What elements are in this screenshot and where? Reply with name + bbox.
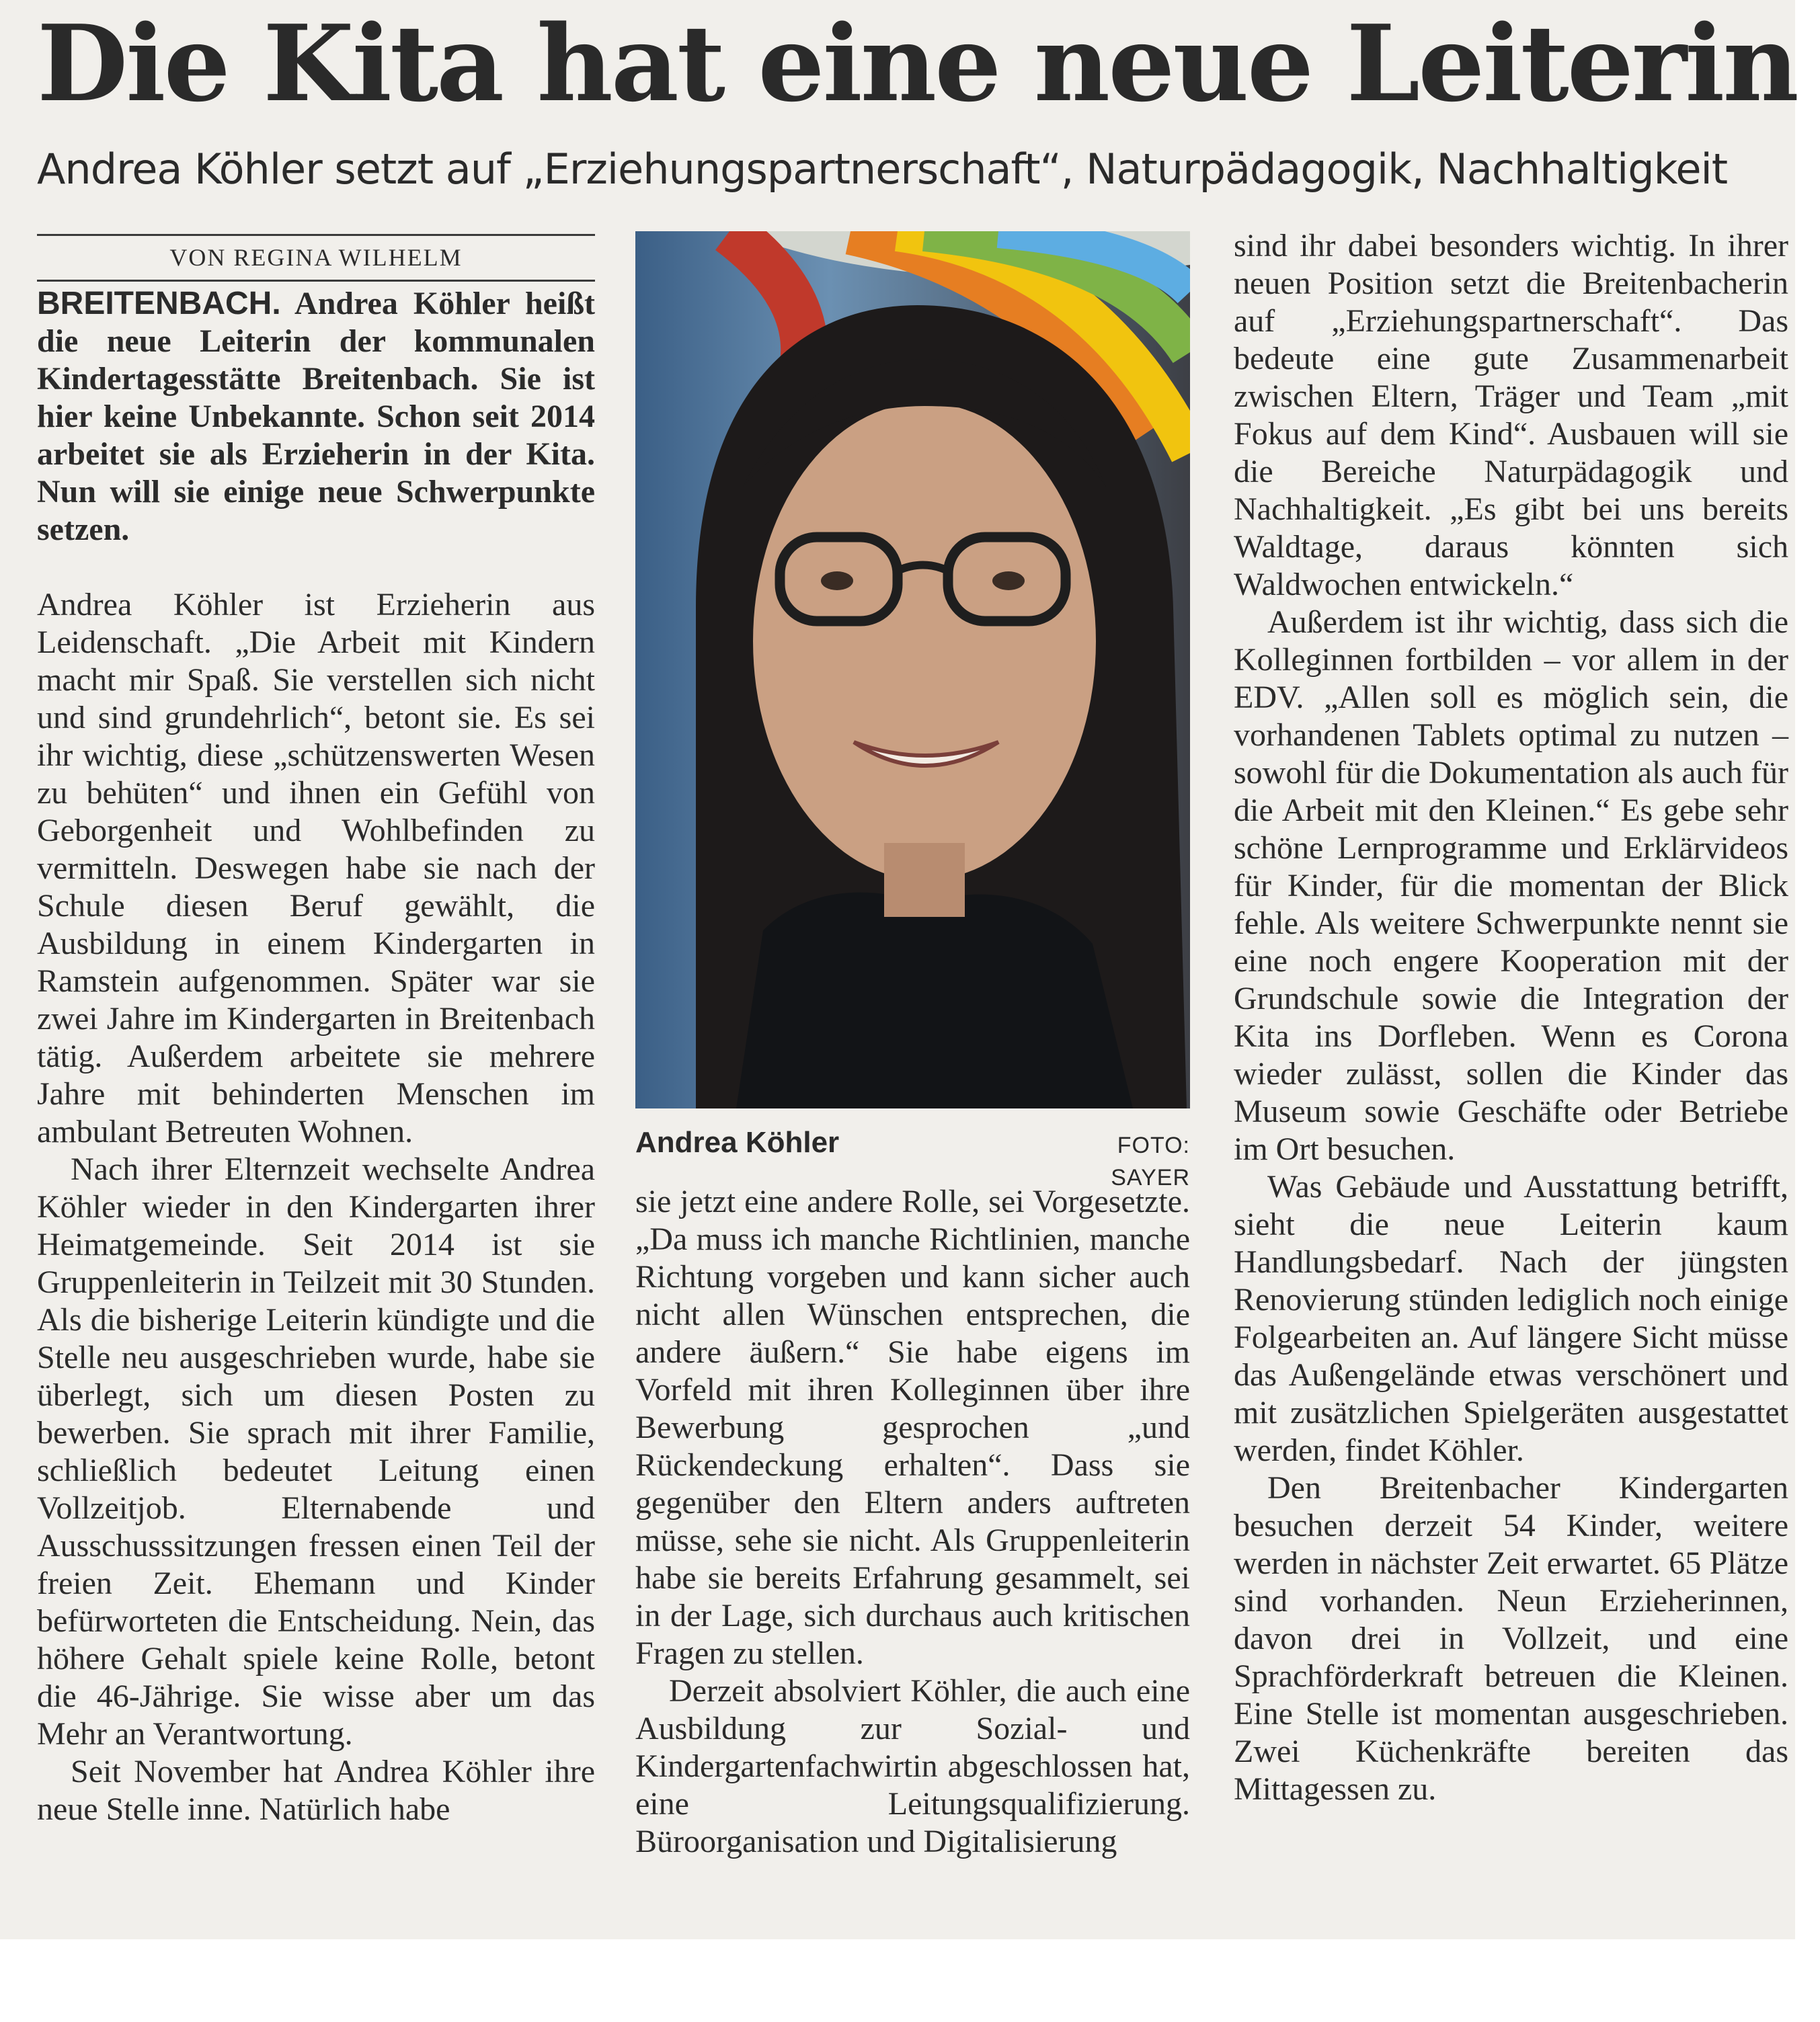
column-1 (37, 285, 595, 1828)
body-paragraph: Nach ihrer Elternzeit wechselte Andrea Köhler wieder in den Kindergarten ihrer Heimatgemeinde. Seit 2014 ist sie Gruppenleiterin in Teilzeit mit 30 Stunden. Als die bisherige Leiterin kündigte und die Stelle neu ausgeschrieben wurde, habe sie überlegt, sich um diesen Posten zu bewerben. Sie sprach mit ihrer Familie, schließlich bedeutet Leitung einen Vollzeitjob. Elternabende und Ausschusssitzungen fressen einen Teil der freien Zeit. Ehemann und Kinder befürworteten die Entscheidung. Nein, das höhere Gehalt spiele keine Rolle, betont die 46-Jährige. Sie wisse aber um das Mehr an Verantwortung. (37, 1151, 595, 1752)
body-paragraph: Andrea Köhler ist Erzieherin aus Leidenschaft. „Die Arbeit mit Kindern macht mir Spaß. Sie verstellen sich nicht und sind grundehrlich“, betont sie. Es sei ihr wichtig, diese „schützenswerten Wesen zu behüten“ und ihnen ein Gefühl von Geborgenheit und Wohlbefinden zu vermitteln. Deswegen habe sie nach der Schule diesen Beruf gewählt, die Ausbildung in einem Kindergarten in Ramstein aufgenommen. Später war sie zwei Jahre im Kindergarten in Breitenbach tätig. Außerdem arbeitete sie mehrere Jahre mit behinderten Menschen im ambulant Betreuten Wohnen. (37, 587, 595, 1149)
subheadline: Andrea Köhler setzt auf „Erziehungspartnerschaft“, Naturpädagogik, Nachhaltigkeit (37, 145, 1728, 194)
left-edge-bleed (0, 0, 40, 1936)
body-paragraph: Den Breitenbacher Kindergarten besuchen derzeit 54 Kinder, weitere werden in nächster Zeit erwartet. 65 Plätze sind vorhanden. Neun Erzieherinnen, davon drei in Vollzeit, und eine Sprachförderkraft betreuen die Kleinen. Eine Stelle ist momentan ausgeschrieben. Zwei Küchenkräfte bereiten das Mittagessen zu. (1234, 1470, 1788, 1807)
lead-text: Andrea Köhler heißt die neue Leiterin der kommunalen Kindertagesstätte Breitenbach. Sie ist hier keine Unbekannte. Schon seit 2014 arbeitet sie als Erzieherin in der Kita. Nun will sie einige neue Schwerpunkte setzen. (37, 286, 595, 547)
column-3 (1234, 227, 1788, 1808)
byline-rule-bottom (37, 280, 595, 282)
headline: Die Kita hat eine neue Leiterin (37, 2, 1797, 125)
body-paragraph: sie jetzt eine andere Rolle, sei Vorgesetzte. „Da muss ich manche Richtlinien, manche Richtung vorgeben und kann sicher auch nicht allen Wünschen entsprechen, die andere äußern.“ Sie habe eigens im Vorfeld mit ihren Kolleginnen über ihre Bewerbung gesprochen „und Rückendeckung erhalten“. Dass sie gegenüber den Eltern anders auftreten müsse, sehe sie nicht. Als Gruppenleiterin habe sie bereits Erfahrung gesammelt, sei in der Lage, sich durchaus auch kritischen Fragen zu stellen. (635, 1184, 1190, 1671)
byline: VON REGINA WILHELM (169, 244, 463, 271)
body-paragraph: Außerdem ist ihr wichtig, dass sich die Kolleginnen fortbilden – vor allem in der EDV. „Allen soll es möglich sein, die vorhandenen Tablets optimal zu nutzen – sowohl für die Dokumentation als auch für die Arbeit mit den Kleinen.“ Es gebe sehr schöne Lernprogramme und Erklärvideos für Kinder, für die momentan der Blick fehle. Als weitere Schwerpunkte nennt sie eine noch engere Kooperation mit der Grundschule sowie die Integration der Kita ins Dorfleben. Wenn es Corona wieder zulässt, sollen die Kinder das Museum sowie Geschäfte oder Betriebe im Ort besuchen. (1234, 604, 1788, 1167)
byline-rule-top (37, 234, 595, 236)
body-paragraph: Was Gebäude und Ausstattung betrifft, sieht die neue Leiterin kaum Handlungsbedarf. Nach der jüngsten Renovierung stünden lediglich noch einige Folgearbeiten an. Auf längere Sicht müsse das Außengelände etwas verschönert und mit zusätzlichen Spielgeräten ausgestattet werden, findet Köhler. (1234, 1169, 1788, 1468)
lead-paragraph (37, 285, 595, 549)
body-paragraph: Seit November hat Andrea Köhler ihre neue Stelle inne. Natürlich habe (37, 1754, 595, 1827)
column-2 (635, 1183, 1190, 1861)
photo-credit: FOTO: SAYER (1111, 1133, 1190, 1190)
photo-caption: Andrea Köhler (635, 1126, 840, 1159)
portrait-photo (635, 231, 1190, 1108)
dateline: BREITENBACH. (37, 286, 281, 321)
portrait-illustration (635, 231, 1190, 1108)
body-paragraph: sind ihr dabei besonders wichtig. In ihrer neuen Position setzt die Breitenbacherin auf „Erziehungspartnerschaft“. Das bedeute eine gute Zusammenarbeit zwischen Eltern, Träger und Team „mit Fokus auf dem Kind“. Ausbauen will sie die Bereiche Naturpädagogik und Nachhaltigkeit. „Es gibt bei uns bereits Waldtage, daraus könnten sich Waldwochen entwickeln.“ (1234, 228, 1788, 602)
body-paragraph: Derzeit absolviert Köhler, die auch eine Ausbildung zur Sozial- und Kindergartenfachwirtin abgeschlossen hat, eine Leitungsqualifizierung. Büroorganisation und Digitalisierung (635, 1673, 1190, 1859)
